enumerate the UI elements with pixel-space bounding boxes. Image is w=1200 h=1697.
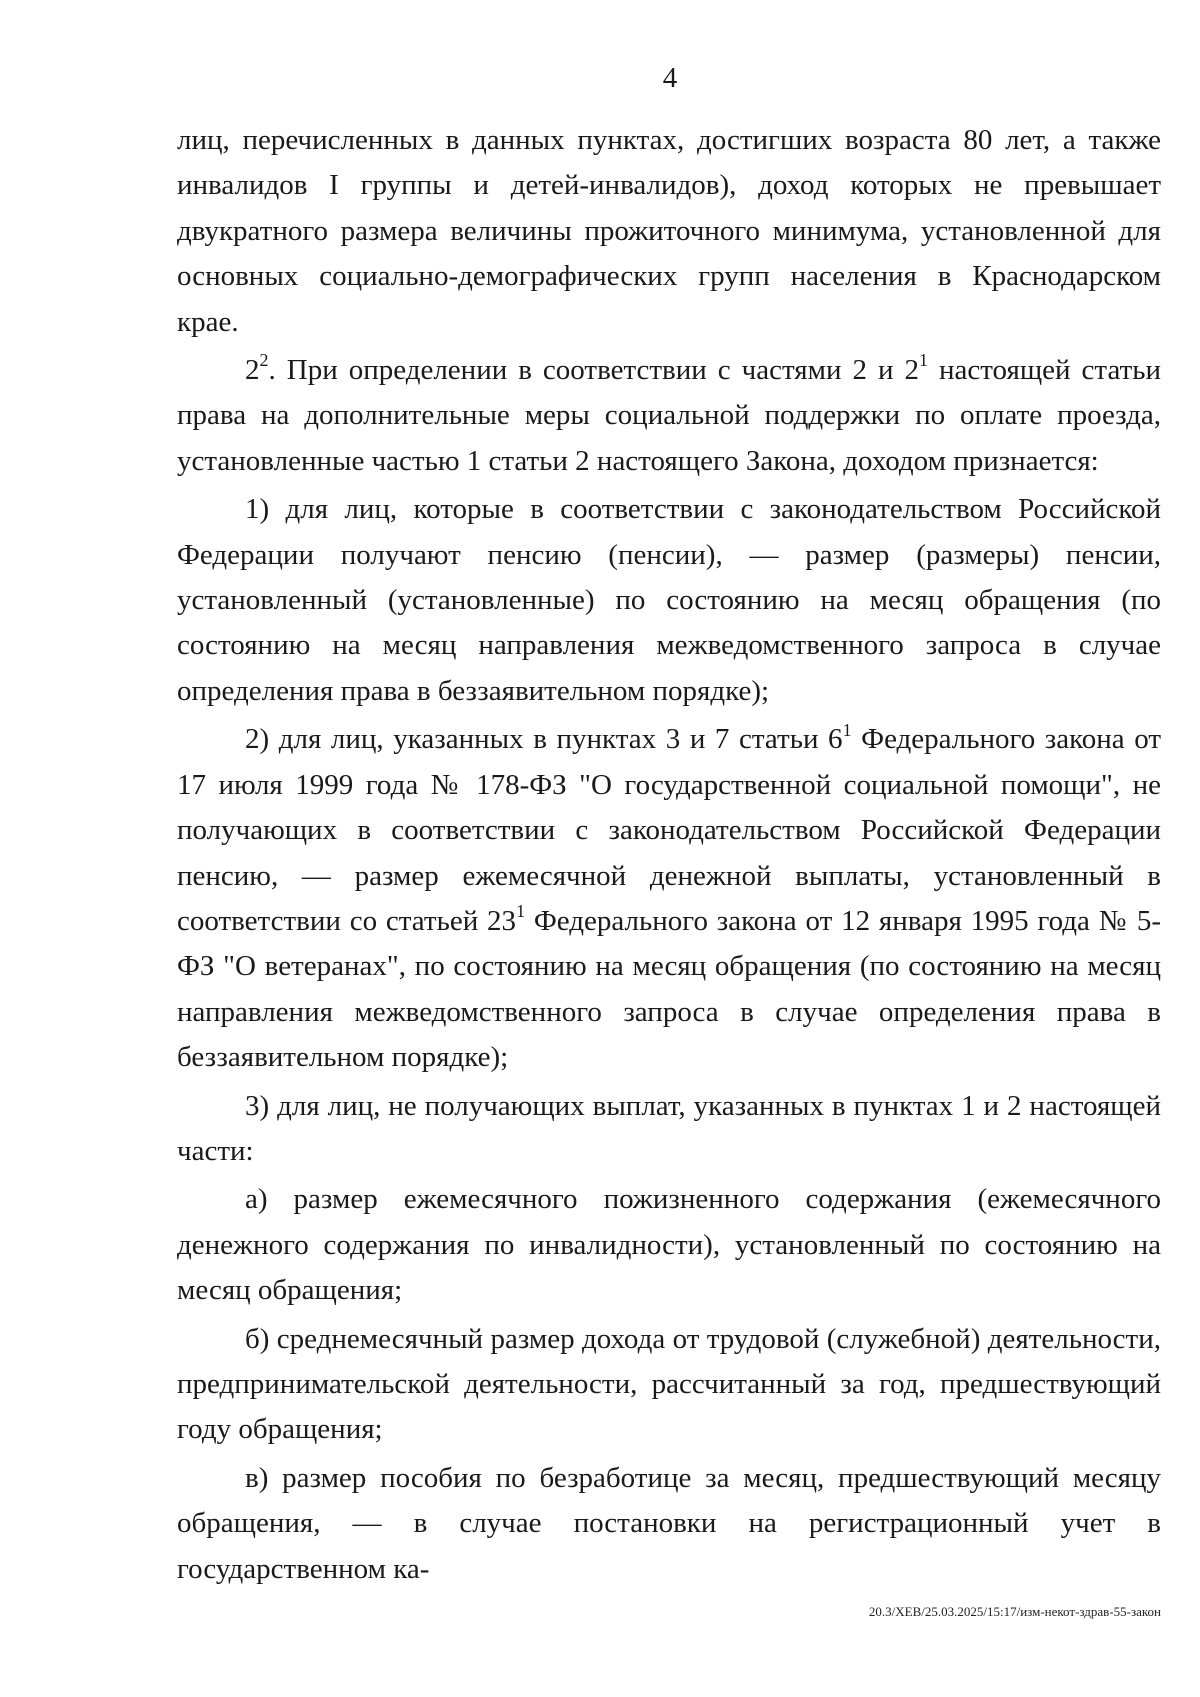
page-number: 4 xyxy=(662,62,678,94)
superscript: 1 xyxy=(919,350,928,371)
paragraph-item-1: 1) для лиц, которые в соответствии с законодательством Российской Федерации получают пенсию (пенсии), — размер (размеры) пенсии, установленный (установленные) по состоянию на месяц обращения (по состоянию на месяц направления межведомственного запроса в случае определения права в беззаявительном порядке); xyxy=(177,493,1161,707)
paragraph-subitem-a: а) размер ежемесячного пожизненного содержания (ежемесячного денежного содержания по инвалидности), установленный по состоянию на месяц обращения; xyxy=(177,1183,1161,1307)
paragraph-text: 2) для лиц, указанных в пунктах 3 и 7 статьи 6 xyxy=(245,723,843,756)
document-footer-code: 20.3/ХЕВ/25.03.2025/15:17/изм-некот-здрав-55-закон xyxy=(868,1604,1161,1619)
superscript: 1 xyxy=(842,719,852,740)
paragraph-subitem-b: б) среднемесячный размер дохода от трудовой (служебной) деятельности, предпринимательской деятельности, рассчитанный за год, предшествующий году обращения; xyxy=(177,1322,1161,1446)
paragraph-text: 2 xyxy=(245,354,260,387)
superscript: 2 xyxy=(259,350,269,371)
paragraph-item-3: 3) для лиц, не получающих выплат, указанных в пунктах 1 и 2 настоящей части: xyxy=(177,1089,1161,1167)
paragraph-text: Федерального закона от 17 июля 1999 года № 178-ФЗ "О государственной социальной помощи", не получающих в соответствии с законодательством Российской Федерации пенсию, — размер ежемесячной денежной выплаты, установленный в соответствии со статьей 23 xyxy=(177,723,1162,937)
paragraph-text: Федерального закона от 12 января 1995 года № 5-ФЗ "О ветеранах", по состоянию на месяц обращения (по состоянию на месяц направления межведомственного запроса в случае определения права в беззаявительном порядке); xyxy=(177,904,1162,1074)
paragraph-subitem-v: в) размер пособия по безработице за месяц, предшествующий месяцу обращения, — в случае постановки на регистрационный учет в государственном ка- xyxy=(177,1461,1161,1585)
document-body xyxy=(177,118,1161,1592)
paragraph-text: настоящей статьи права на дополнительные меры социальной поддержки по оплате проезда, установленные частью 1 статьи 2 настоящего Закона, доходом признается: xyxy=(177,354,1161,477)
paragraph-part-2-2 xyxy=(177,348,1161,484)
paragraph-continuation: лиц, перечисленных в данных пунктах, достигших возраста 80 лет, а также инвалидов I группы и детей-инвалидов), доход которых не превышает двукратного размера величины прожиточного минимума, установленной для основных социально-демографических групп населения в Краснодарском крае. xyxy=(177,124,1161,338)
superscript: 1 xyxy=(516,901,526,922)
paragraph-item-2 xyxy=(177,717,1161,1080)
paragraph-text: . При определении в соответствии с частями 2 и 2 xyxy=(268,354,919,387)
